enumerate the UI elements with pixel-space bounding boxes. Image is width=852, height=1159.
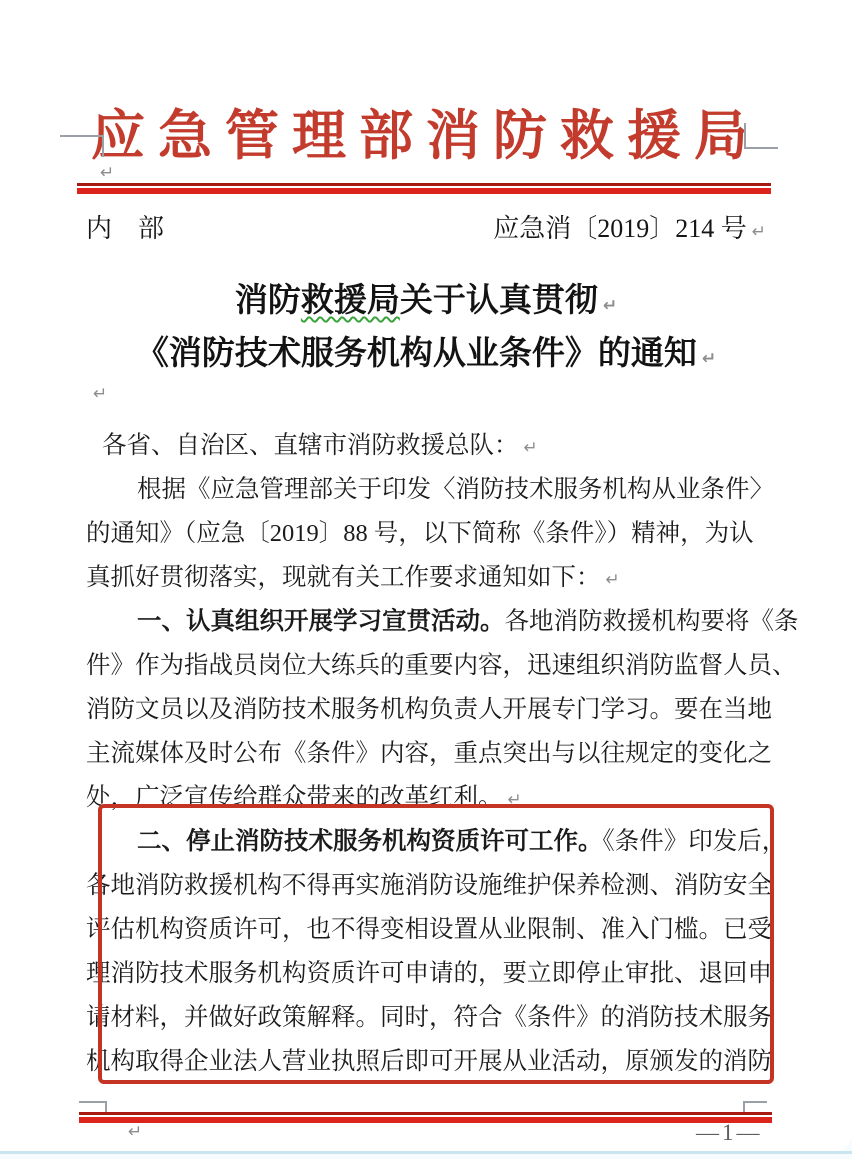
footer-red-rule-thick — [79, 1117, 772, 1123]
return-mark-icon: ↵ — [701, 349, 717, 369]
highlight-box — [98, 804, 774, 1084]
section1-heading: 一、认真组织开展学习宣贯活动。 — [137, 608, 505, 635]
intro-line: 根据《应急管理部关于印发〈消防技术服务机构从业条件〉 — [137, 476, 774, 503]
agency-masthead: 应急管理部消防救援局 — [91, 106, 761, 166]
section2-line: 二、停止消防技术服务机构资质许可工作。《条件》印发后， — [137, 828, 787, 855]
section2-heading: 二、停止消防技术服务机构资质许可工作。 — [137, 828, 603, 855]
screenshot-bottom-edge — [0, 1151, 852, 1154]
return-mark-icon: ↵ — [523, 438, 538, 458]
section2-line: 理消防技术服务机构资质许可申请的，要立即停止审批、退回申 — [86, 960, 772, 987]
section2-line: 各地消防救援机构不得再实施消防设施维护保养检测、消防安全 — [86, 872, 772, 899]
return-mark-icon: ↵ — [128, 1122, 143, 1142]
section2-line: 请材料，并做好政策解释。同时，符合《条件》的消防技术服务 — [86, 1004, 772, 1031]
section2-line: 机构取得企业法人营业执照后即可开展从业活动，原颁发的消防 — [86, 1048, 772, 1075]
doc-number: 应急消〔2019〕214 号 ↵ — [493, 214, 766, 243]
spellcheck-underline: 救援局 — [300, 283, 400, 319]
notice-title-line2: 《消防技术服务机构从业条件》的通知 ↵ — [135, 336, 717, 372]
return-mark-icon: ↵ — [507, 790, 522, 810]
return-mark-icon: ↵ — [93, 384, 108, 404]
text-boundary-mark-top-right — [744, 123, 778, 149]
salutation-line: 各省、自治区、直辖市消防救援总队： ↵ — [102, 432, 538, 459]
header-red-rule — [77, 183, 771, 194]
section1-line: 一、认真组织开展学习宣贯活动。各地消防救援机构要将《条 — [137, 608, 799, 635]
section1-line: 消防文员以及消防技术服务机构负责人开展专门学习。要在当地 — [86, 696, 772, 723]
section1-line: 件》作为指战员岗位大练兵的重要内容，迅速组织消防监督人员、 — [86, 652, 797, 679]
page-number: —1— — [696, 1120, 763, 1145]
classification-label: 内 部 — [86, 214, 165, 243]
header-red-rule-thick — [77, 188, 771, 194]
return-mark-icon: ↵ — [605, 570, 620, 590]
intro-line: 真抓好贯彻落实，现就有关工作要求通知如下： ↵ — [86, 564, 620, 591]
return-mark-icon: ↵ — [100, 163, 115, 183]
text-boundary-mark-top-left — [60, 135, 104, 157]
section2-line: 评估机构资质许可，也不得变相设置从业限制、准入门槛。已受 — [86, 916, 772, 943]
return-mark-icon: ↵ — [751, 222, 766, 242]
intro-line: 的通知》（应急〔2019〕88 号，以下简称《条件》）精神，为认 — [86, 520, 754, 547]
doc-meta-row — [86, 208, 766, 245]
return-mark-icon: ↵ — [602, 296, 618, 316]
section1-line: 主流媒体及时公布《条件》内容，重点突出与以往规定的变化之 — [86, 740, 772, 767]
section1-line: 处，广泛宣传给群众带来的改革红利。 ↵ — [86, 784, 522, 811]
footer-red-rule — [79, 1112, 772, 1123]
notice-title — [0, 277, 852, 383]
notice-title-line1: 消防救援局关于认真贯彻 ↵ — [234, 283, 618, 319]
